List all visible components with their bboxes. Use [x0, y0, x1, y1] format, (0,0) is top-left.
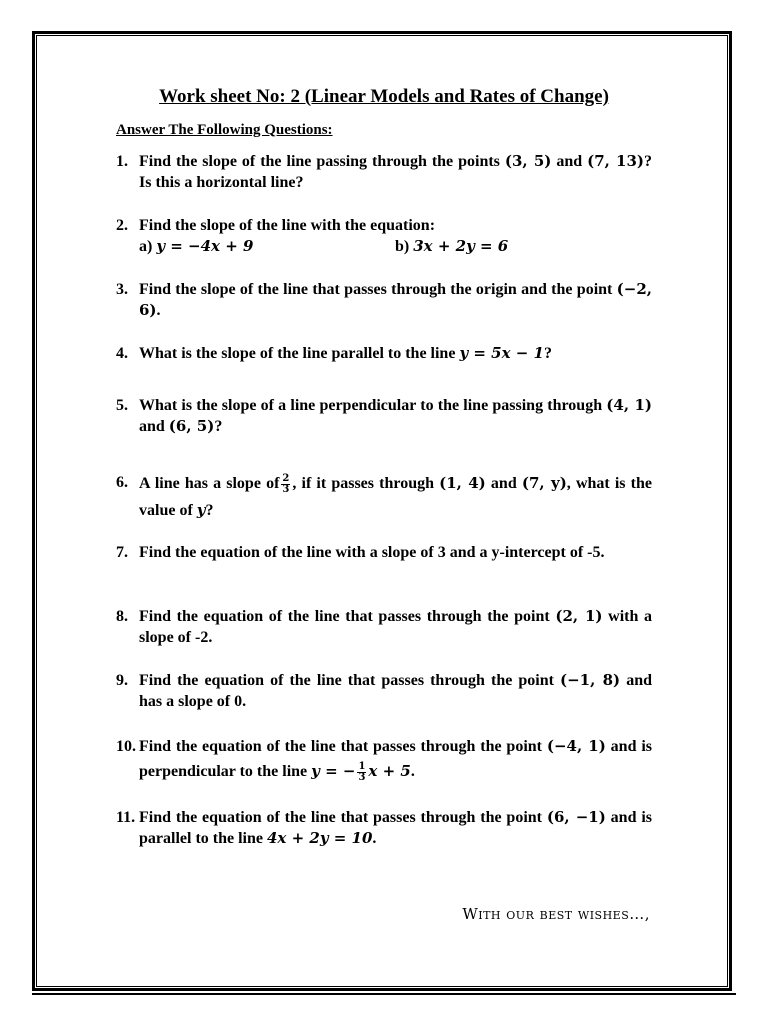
question-10: 10. Find the equation of the line that passes through the point (−4, 1) and is perpendicular to the line y = − $\frac{1}{3}$ x + 5. [116, 737, 652, 783]
question-9: 9. Find the equation of the line that passes through the point (−1, 8) and has a slope of 0. [116, 671, 652, 710]
instructions-heading: Answer The Following Questions: [116, 122, 333, 138]
question-7: 7. Find the equation of the line with a slope of 3 and a y-intercept of -5. [116, 544, 605, 561]
question-3: 3. Find the slope of the line that passes through the origin and the point (−2, 6). [116, 280, 652, 319]
bottom-rule [32, 993, 736, 995]
part-b: b) 3x + 2y = 6 [395, 237, 509, 255]
question-1: 1. Find the slope of the line passing through the points (3, 5) and (7, 13)? Is this a horizontal line? [116, 152, 653, 191]
closing-message: With our best wishes…, [462, 905, 650, 923]
question-8: 8. Find the equation of the line that passes through the point (2, 1) with a slope of -2. [116, 607, 653, 646]
question-6: 6. A line has a slope of $\frac{2}{3}$ , if it passes through (1, 4) and (7, y), what is the value of y? [116, 472, 652, 519]
question-4: 4. What is the slope of the line parallel to the line y = 5x − 1? [116, 344, 552, 362]
fraction: $\frac{2}{3}$ [282, 472, 290, 495]
question-2: 2. Find the slope of the line with the equation: a) y = −4x + 9 b) 3x + 2y = 6 [116, 217, 509, 255]
part-a: a) y = −4x + 9 [139, 237, 254, 255]
fraction: $\frac{1}{3}$ [358, 760, 366, 783]
question-11: 11. Find the equation of the line that passes through the point (6, −1) and is parallel to the line 4x + 2y = 10. [116, 808, 652, 847]
worksheet-title: Work sheet No: 2 (Linear Models and Rates of Change) [159, 86, 609, 107]
question-5: 5. What is the slope of a line perpendicular to the line passing through (4, 1) and (6, 5)? [116, 396, 653, 435]
